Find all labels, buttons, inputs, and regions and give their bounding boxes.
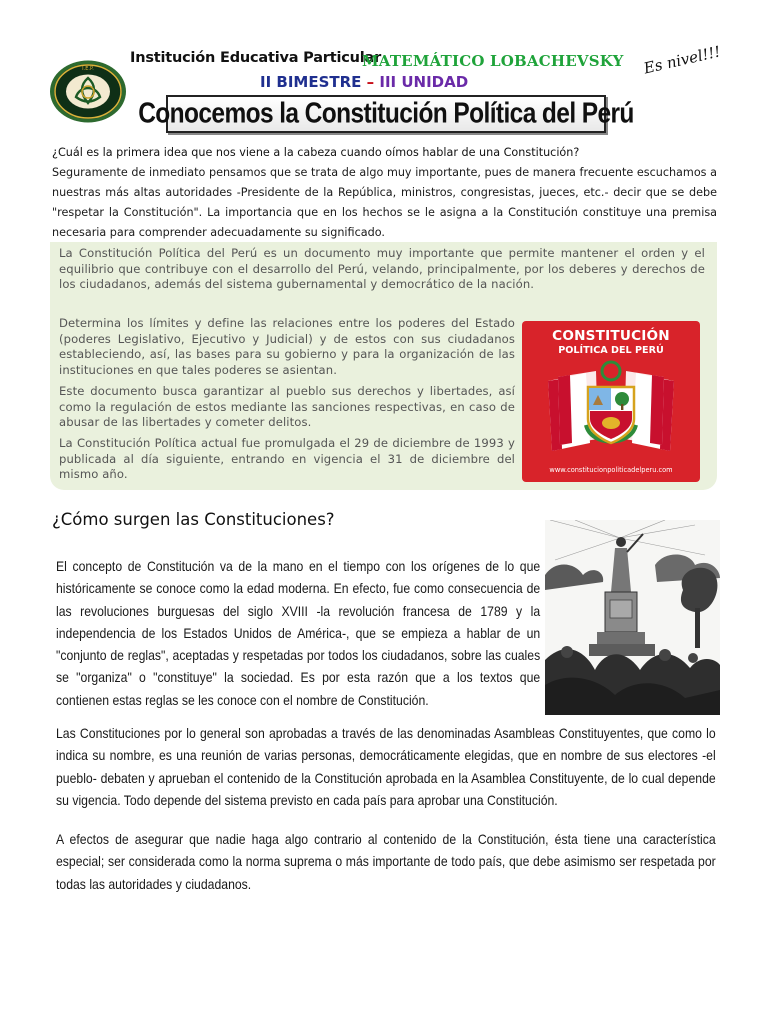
slogan: Es nivel!!! bbox=[642, 42, 723, 78]
unit-label: III UNIDAD bbox=[379, 73, 469, 91]
info-paragraph: La Constitución Política actual fue promulgada el 29 de diciembre de 1993 y publicada al día siguiente, entrando en vigencia el 31 de diciembre del mismo año. bbox=[59, 436, 515, 482]
period-label bbox=[260, 73, 468, 91]
section-heading: ¿Cómo surgen las Constituciones? bbox=[52, 510, 335, 529]
page-title-banner bbox=[138, 95, 634, 133]
cover-subtitle: POLÍTICA DEL PERÚ bbox=[558, 345, 664, 356]
info-paragraph: Este documento busca garantizar al pueblo sus derechos y libertades, así como la regulación de estos mediante las sanciones respectivas, en caso de abusar de las libertades y cometer delitos. bbox=[59, 384, 515, 430]
constitution-cover-image bbox=[522, 321, 700, 482]
page-title: Conocemos la Constitución Política del Perú bbox=[138, 97, 634, 130]
body-paragraph: Las Constituciones por lo general son aprobadas a través de las denominadas Asambleas Constituyentes, que como lo indica su nombre, es una reunión de varias personas, democráticamente elegidas, que en nombre de sus electores -el pueblo- debaten y aprueban el contenido de la Constitución aprobada en la Asamblea Constituyente, de lo cual depende su vigencia. Todo depende del sistema previsto en cada país para aprobar una Constitución. bbox=[56, 726, 716, 808]
peru-coat-of-arms-icon bbox=[546, 359, 676, 461]
cover-url: www.constitucionpoliticadelperu.com bbox=[549, 466, 673, 474]
institution-label: Institución Educativa Particular bbox=[130, 50, 382, 66]
svg-text:I.E.P.: I.E.P. bbox=[82, 66, 94, 72]
info-paragraph: La Constitución Política del Perú es un documento muy importante que permite mantener el orden y el equilibrio que contribuye con el desarrollo del Perú, velando, principalmente, por los deberes y derechos de los ciudadanos, además del sistema gubernamental y democrático de la nación. bbox=[59, 246, 705, 292]
info-paragraph: Determina los límites y define las relaciones entre los poderes del Estado (poderes Legislativo, Ejecutivo y Judicial) y de estos con sus ciudadanos estableciendo, así, las bases para su gobierno y para la organización de las instituciones en que tales poderes se asientan. bbox=[59, 316, 515, 377]
body-paragraph: El concepto de Constitución va de la mano en el tiempo con los orígenes de lo que históricamente se conoce como la edad moderna. En efecto, fue como consecuencia de las revoluciones burguesas del siglo XVIII -la revolución francesa de 1789 y la independencia de los Estados Unidos de América-, que se empieza a hablar de un "conjunto de reglas", aceptadas y respetadas por todos los ciudadanos, sobre las cuales se "organiza" o "constituye" la sociedad. Es por esta razón que a los textos que contienen estas reglas se les conoce con el nombre de Constitución. bbox=[56, 559, 541, 708]
school-name: MATEMÁTICO LOBACHEVSKY bbox=[362, 52, 624, 70]
body-paragraph: A efectos de asegurar que nadie haga algo contrario al contenido de la Constitución, ésta tiene una característica especial; ser considerada como la norma suprema o más importante de todo país, que debe asimismo ser respetada por todas las autoridades y ciudadanos. bbox=[56, 832, 716, 892]
bimester-label: II BIMESTRE bbox=[260, 73, 362, 91]
period-separator: – bbox=[366, 73, 375, 91]
intro-paragraph: Seguramente de inmediato pensamos que se trata de algo muy importante, pues de manera frecuente escuchamos a nuestras más altas autoridades -Presidente de la República, ministros, congresistas, jueces, etc.- decir que se debe "respetar la Constitución". La importancia que en los hechos se le asigna a la Constitución constituye una premisa necesaria para comprender adecuadamente su significado. bbox=[52, 166, 717, 239]
intro-question: ¿Cuál es la primera idea que nos viene a la cabeza cuando oímos hablar de una Constitución? bbox=[52, 146, 580, 159]
school-crest-icon bbox=[48, 59, 128, 124]
cover-title: CONSTITUCIÓN bbox=[552, 328, 670, 344]
constitution-allegory-engraving-icon bbox=[545, 520, 720, 715]
